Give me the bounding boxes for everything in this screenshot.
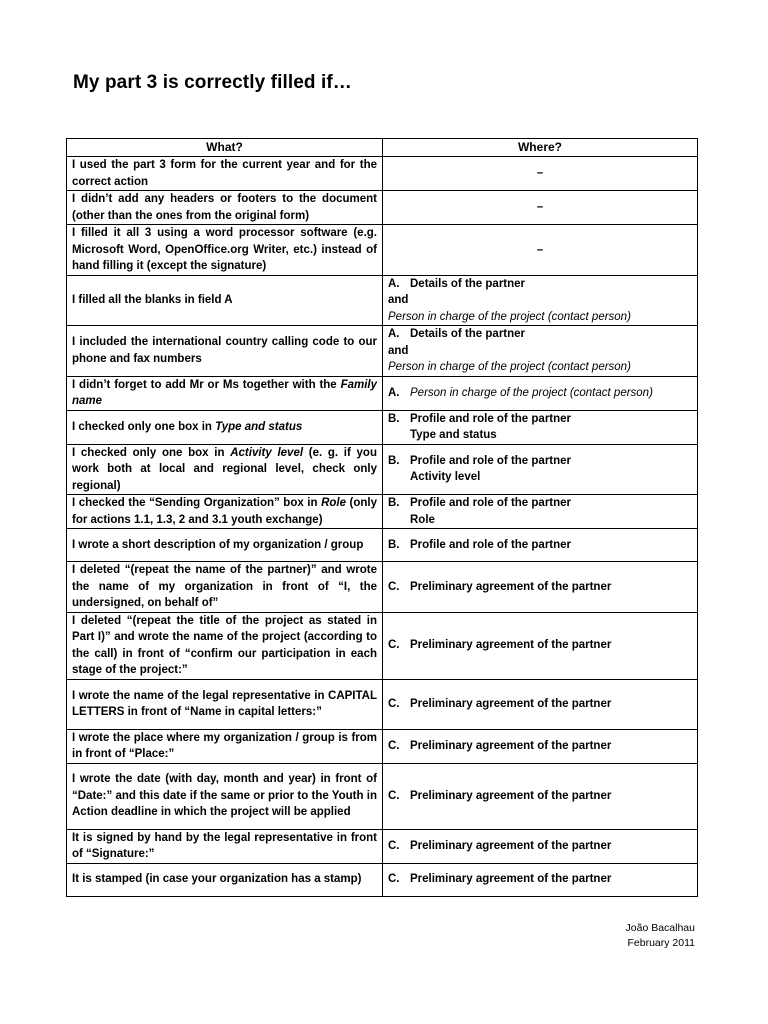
table-row — [67, 225, 698, 276]
table-row — [67, 679, 698, 729]
row-where — [383, 679, 698, 729]
where-item — [388, 838, 692, 855]
table-row — [67, 275, 698, 326]
section-letter: B. — [388, 412, 400, 425]
table-row — [67, 191, 698, 225]
checklist-table — [66, 138, 698, 897]
section-name: Preliminary agreement of the partner — [410, 697, 612, 710]
row-what: I wrote the place where my organization / group is from in front of “Place:” — [67, 729, 383, 763]
table-row — [67, 562, 698, 613]
where-item — [388, 579, 692, 596]
footer-date: February 2011 — [627, 937, 695, 949]
page-title: My part 3 is correctly filled if… — [73, 72, 352, 93]
row-what-italic: Activity level — [230, 446, 304, 459]
table-header-row — [67, 139, 698, 157]
row-what: It is stamped (in case your organization has a stamp) — [67, 863, 383, 896]
where-item — [388, 495, 692, 512]
row-what — [67, 495, 383, 529]
table-row — [67, 410, 698, 444]
row-where — [383, 444, 698, 495]
table-row — [67, 326, 698, 377]
row-what-italic: Type and status — [215, 420, 303, 433]
section-letter: C. — [388, 873, 400, 886]
row-where — [383, 326, 698, 377]
section-name: Preliminary agreement of the partner — [410, 873, 612, 886]
row-what: I didn’t add any headers or footers to the document (other than the ones from the original form) — [67, 191, 383, 225]
and-connector: and — [388, 344, 409, 357]
row-where — [383, 376, 698, 410]
row-what — [67, 376, 383, 410]
section-letter: A. — [388, 277, 400, 290]
row-what — [67, 444, 383, 495]
row-what: I filled all the blanks in field A — [67, 275, 383, 326]
section-subname: Role — [410, 513, 435, 526]
footer-author: João Bacalhau — [625, 922, 695, 934]
table-row — [67, 157, 698, 191]
table-row — [67, 529, 698, 562]
section-letter: B. — [388, 538, 400, 551]
row-what: I wrote the name of the legal representative in CAPITAL LETTERS in front of “Name in capital letters:” — [67, 679, 383, 729]
row-where — [383, 612, 698, 679]
where-item — [388, 537, 692, 554]
table-row — [67, 829, 698, 863]
section-letter: C. — [388, 839, 400, 852]
row-what: It is signed by hand by the legal representative in front of “Signature:” — [67, 829, 383, 863]
section-subname: Activity level — [410, 471, 481, 484]
header-what: What? — [67, 139, 383, 157]
row-where-dash: – — [383, 157, 698, 191]
section-name: Profile and role of the partner — [410, 412, 572, 425]
row-where — [383, 763, 698, 829]
row-where — [383, 829, 698, 863]
table-row — [67, 763, 698, 829]
section-letter: A. — [388, 386, 400, 399]
table-row — [67, 376, 698, 410]
section-name: Person in charge of the project (contact person) — [388, 361, 631, 373]
section-name: Person in charge of the project (contact person) — [388, 310, 631, 323]
row-what-text: (e. g. if you work both at local and regional level, check only regional) — [72, 446, 377, 492]
section-letter: C. — [388, 580, 400, 593]
row-where — [383, 562, 698, 613]
section-letter: B. — [388, 454, 400, 467]
row-what: I used the part 3 form for the current year and for the correct action — [67, 157, 383, 191]
row-what — [67, 410, 383, 444]
document-footer — [626, 921, 695, 951]
row-where — [383, 275, 698, 326]
row-what: I deleted “(repeat the title of the project as stated in Part I)” and wrote the name of the project (according to the call) in front of “confirm our participation in each stage of the project:” — [67, 612, 383, 679]
section-name: Profile and role of the partner — [410, 538, 572, 551]
table-row — [67, 444, 698, 495]
where-item — [388, 696, 692, 713]
table-row — [67, 612, 698, 679]
section-name: Preliminary agreement of the partner — [410, 639, 612, 652]
row-where — [383, 495, 698, 529]
section-letter: C. — [388, 789, 400, 802]
section-name: Preliminary agreement of the partner — [410, 839, 612, 852]
row-where — [383, 529, 698, 562]
section-name: Preliminary agreement of the partner — [410, 789, 612, 802]
section-name: Preliminary agreement of the partner — [410, 580, 612, 593]
where-item — [388, 788, 692, 805]
row-what-text: I checked the “Sending Organization” box in — [72, 497, 322, 509]
header-where: Where? — [383, 139, 698, 157]
row-what-text: I checked only one box in — [72, 446, 231, 459]
row-where-dash: – — [383, 225, 698, 276]
section-letter: B. — [388, 497, 400, 509]
row-what-text: I didn’t forget to add Mr or Ms together with the — [72, 378, 341, 391]
where-item — [388, 411, 692, 428]
section-letter: C. — [388, 639, 400, 652]
row-where — [383, 863, 698, 896]
where-item — [388, 326, 692, 343]
row-what-italic: Family name — [72, 378, 377, 407]
section-name: Details of the partner — [410, 328, 526, 340]
row-what: I deleted “(repeat the name of the partner)” and wrote the name of my organization in front of “I, the undersigned, on behalf of” — [67, 562, 383, 613]
where-item — [388, 738, 692, 755]
section-name: Profile and role of the partner — [410, 454, 572, 467]
section-name: Preliminary agreement of the partner — [410, 739, 612, 752]
row-what-text: I checked only one box in — [72, 420, 216, 433]
row-where — [383, 410, 698, 444]
where-item — [388, 637, 692, 654]
section-name: Person in charge of the project (contact person) — [410, 386, 653, 399]
row-what: I wrote a short description of my organization / group — [67, 529, 383, 562]
row-what-italic: Role — [321, 497, 346, 509]
table-row — [67, 495, 698, 529]
section-letter: C. — [388, 697, 400, 710]
where-item — [388, 453, 692, 470]
where-item — [388, 385, 692, 402]
row-where — [383, 729, 698, 763]
section-letter: C. — [388, 739, 400, 752]
section-subname: Type and status — [410, 429, 497, 441]
and-connector: and — [388, 294, 409, 306]
row-what-text: (only for actions 1.1, 1.3, 2 and 3.1 youth exchange) — [72, 497, 377, 526]
where-item — [388, 276, 692, 293]
where-item — [388, 871, 692, 888]
table-row — [67, 863, 698, 896]
table-row — [67, 729, 698, 763]
section-name: Details of the partner — [410, 277, 526, 290]
section-name: Profile and role of the partner — [410, 497, 572, 509]
row-what: I wrote the date (with day, month and year) in front of “Date:” and this date if the same or prior to the Youth in Action deadline in which the project will be applied — [67, 763, 383, 829]
section-letter: A. — [388, 328, 400, 340]
row-where-dash: – — [383, 191, 698, 225]
row-what: I included the international country calling code to our phone and fax numbers — [67, 326, 383, 377]
row-what: I filled it all 3 using a word processor software (e.g. Microsoft Word, OpenOffice.org Writer, etc.) instead of hand filling it (except the signature) — [67, 225, 383, 276]
